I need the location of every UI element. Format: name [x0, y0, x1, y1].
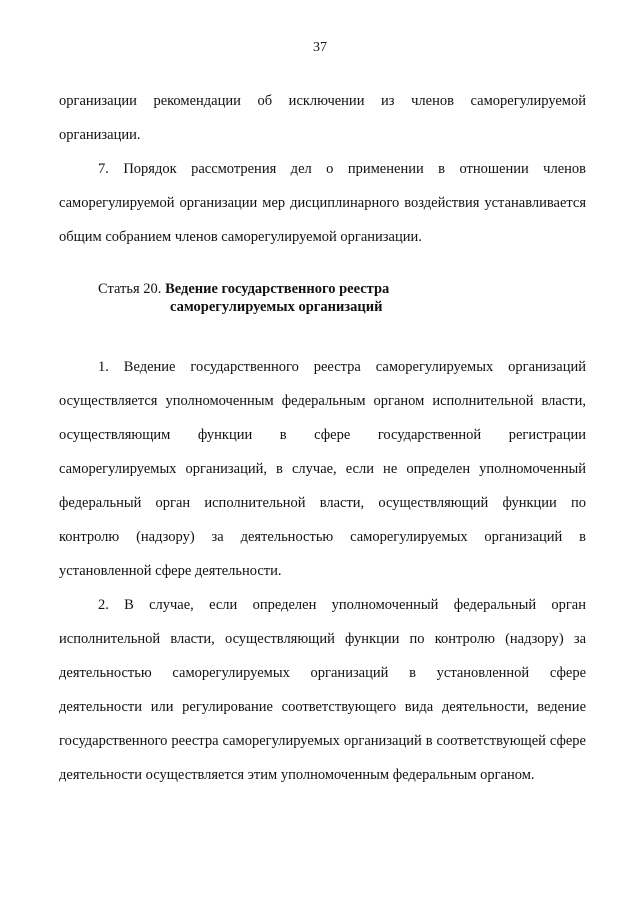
paragraph-1: 1. Ведение государственного реестра саморегулируемых организаций осуществляется уполномоченным федеральным органом исполнительной власти, осуществляющим функции в сфере государственной регистрации саморегулируемых организаций, в случае, если не определен уполномоченный федеральный орган исполнительной власти, осуществляющий функции по контролю (надзору) за деятельностью саморегулируемых организаций в установленной сфере деятельности. — [59, 359, 586, 579]
page-number: 37 — [313, 40, 327, 55]
article-title-line1: Ведение государственного реестра — [165, 281, 390, 297]
article-label: Статья 20. — [98, 281, 162, 297]
paragraph-7: 7. Порядок рассмотрения дел о применении в отношении членов саморегулируемой организации мер дисциплинарного воздействия устанавливается общим собранием членов саморегулируемой организации. — [59, 161, 586, 245]
article-title-line2: саморегулируемых организаций — [170, 299, 383, 315]
paragraph-2: 2. В случае, если определен уполномоченный федеральный орган исполнительной власти, осуществляющий функции по контролю (надзору) за деятельностью саморегулируемых организаций в установленной сфере деятельности или регулирование соответствующего вида деятельности, ведение государственного реестра саморегулируемых организаций в соответствующей сфере деятельности осуществляется этим уполномоченным федеральным органом. — [59, 597, 586, 783]
article-heading — [59, 280, 586, 316]
document-body — [59, 84, 586, 792]
paragraph-continuation: организации рекомендации об исключении из членов саморегулируемой организации. — [59, 93, 586, 143]
